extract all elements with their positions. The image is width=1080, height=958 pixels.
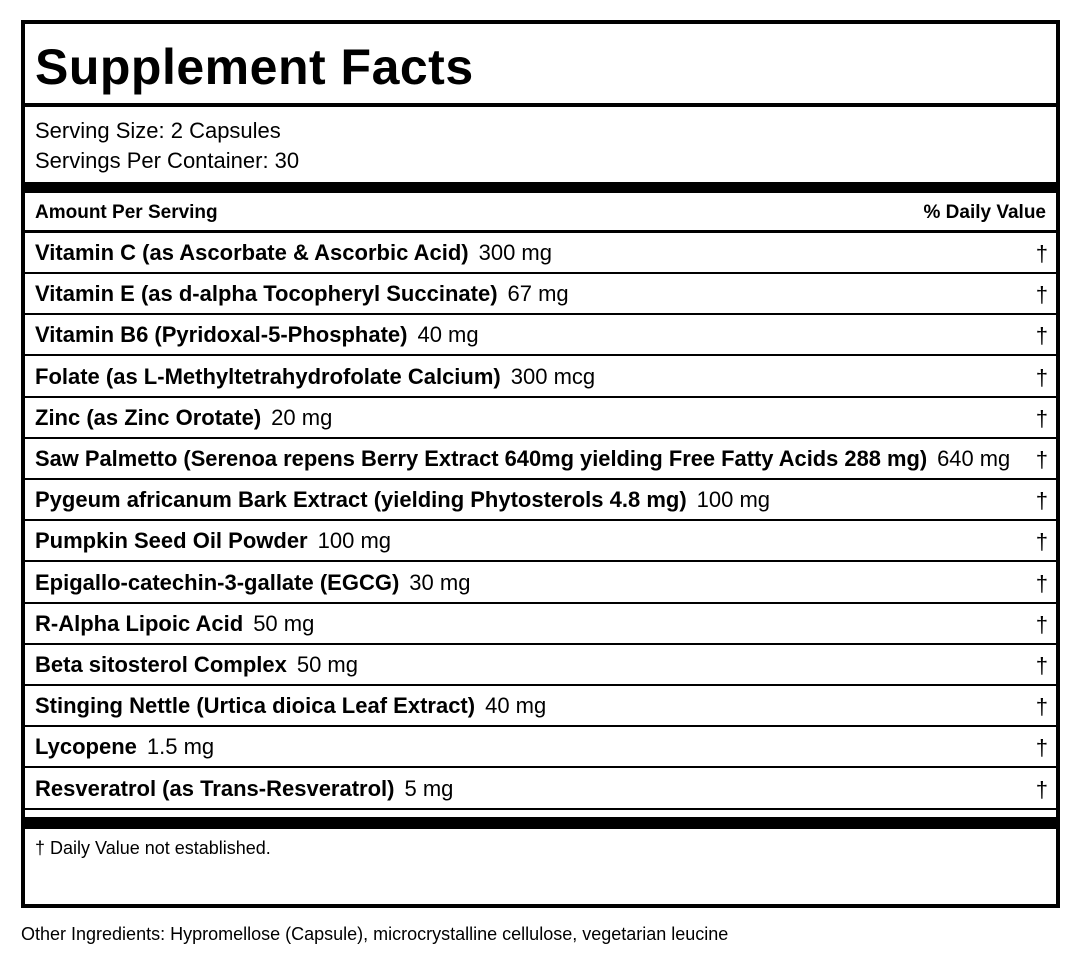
ingredient-text <box>35 727 214 766</box>
ingredient-text <box>35 274 569 313</box>
ingredient-amount: 300 mcg <box>510 364 596 389</box>
ingredient-row <box>25 480 1056 521</box>
daily-value-dagger: † <box>1035 282 1048 307</box>
supplement-facts-panel <box>21 20 1060 908</box>
ingredient-row <box>25 604 1056 645</box>
ingredient-amount: 300 mg <box>478 240 552 265</box>
ingredient-text <box>35 398 332 437</box>
daily-value-dagger: † <box>1035 571 1048 596</box>
title-divider <box>25 103 1056 107</box>
ingredient-text <box>35 480 770 519</box>
serving-size: Serving Size: 2 Capsules <box>35 118 281 143</box>
daily-value-dagger: † <box>1035 365 1048 390</box>
ingredient-amount: 640 mg <box>937 446 1011 471</box>
thick-divider-top <box>25 182 1056 193</box>
ingredient-text <box>35 315 479 354</box>
panel-title: Supplement Facts <box>35 39 474 95</box>
ingredient-name: Zinc (as Zinc Orotate) <box>35 405 262 430</box>
ingredient-amount: 50 mg <box>253 611 315 636</box>
ingredient-name: Vitamin E (as d-alpha Tocopheryl Succinate) <box>35 281 498 306</box>
amount-per-serving-header: Amount Per Serving <box>35 202 218 223</box>
ingredient-name: Epigallo-catechin-3-gallate (EGCG) <box>35 570 400 595</box>
ingredient-text <box>35 645 358 684</box>
ingredient-name: Vitamin B6 (Pyridoxal-5-Phosphate) <box>35 322 408 347</box>
daily-value-dagger: † <box>1035 447 1048 472</box>
ingredient-row <box>25 315 1056 356</box>
ingredient-amount: 40 mg <box>417 322 479 347</box>
ingredient-amount: 100 mg <box>317 528 392 553</box>
daily-value-header: % Daily Value <box>923 202 1046 223</box>
ingredient-text <box>35 521 391 560</box>
daily-value-dagger: † <box>1035 694 1048 719</box>
ingredient-row <box>25 521 1056 562</box>
ingredient-text <box>35 604 314 643</box>
ingredient-row <box>25 357 1056 398</box>
ingredient-amount: 50 mg <box>296 652 358 677</box>
daily-value-dagger: † <box>1035 488 1048 513</box>
ingredient-row <box>25 563 1056 604</box>
ingredient-text <box>35 439 1010 478</box>
daily-value-dagger: † <box>1035 653 1048 678</box>
ingredient-text <box>35 357 595 396</box>
servings-per-container: Servings Per Container: 30 <box>35 148 300 173</box>
ingredient-name: Folate (as L-Methyltetrahydrofolate Calcium) <box>35 364 501 389</box>
daily-value-dagger: † <box>1035 735 1048 760</box>
ingredient-text <box>35 769 453 808</box>
ingredient-name: Resveratrol (as Trans-Resveratrol) <box>35 776 395 801</box>
other-ingredients: Other Ingredients: Hypromellose (Capsule), microcrystalline cellulose, vegetarian leucine <box>21 924 729 944</box>
ingredient-name: Pygeum africanum Bark Extract (yielding Phytosterols 4.8 mg) <box>35 487 687 512</box>
ingredient-text <box>35 686 546 725</box>
ingredient-name: Saw Palmetto (Serenoa repens Berry Extract 640mg yielding Free Fatty Acids 288 mg) <box>35 446 928 471</box>
ingredient-row <box>25 398 1056 439</box>
ingredient-amount: 1.5 mg <box>146 734 215 759</box>
ingredient-name: Vitamin C (as Ascorbate & Ascorbic Acid) <box>35 240 469 265</box>
ingredient-row <box>25 686 1056 727</box>
daily-value-footnote: † Daily Value not established. <box>35 838 271 858</box>
ingredient-amount: 5 mg <box>404 776 454 801</box>
daily-value-dagger: † <box>1035 612 1048 637</box>
daily-value-dagger: † <box>1035 777 1048 802</box>
daily-value-dagger: † <box>1035 323 1048 348</box>
ingredient-text <box>35 563 470 602</box>
ingredient-name: R-Alpha Lipoic Acid <box>35 611 244 636</box>
ingredient-text <box>35 233 552 272</box>
ingredient-row <box>25 645 1056 686</box>
ingredient-row <box>25 439 1056 480</box>
daily-value-dagger: † <box>1035 529 1048 554</box>
ingredient-amount: 67 mg <box>507 281 569 306</box>
ingredient-amount: 30 mg <box>409 570 471 595</box>
thick-divider-bottom <box>25 817 1056 829</box>
ingredient-amount: 100 mg <box>696 487 771 512</box>
ingredient-row <box>25 727 1056 768</box>
ingredient-amount: 20 mg <box>271 405 333 430</box>
ingredient-row <box>25 233 1056 274</box>
ingredient-amount: 40 mg <box>485 693 547 718</box>
ingredient-name: Lycopene <box>35 734 137 759</box>
ingredient-name: Beta sitosterol Complex <box>35 652 287 677</box>
ingredient-row <box>25 769 1056 810</box>
ingredient-name: Pumpkin Seed Oil Powder <box>35 528 308 553</box>
ingredient-row <box>25 274 1056 315</box>
daily-value-dagger: † <box>1035 406 1048 431</box>
ingredient-name: Stinging Nettle (Urtica dioica Leaf Extract) <box>35 693 476 718</box>
daily-value-dagger: † <box>1035 241 1048 266</box>
